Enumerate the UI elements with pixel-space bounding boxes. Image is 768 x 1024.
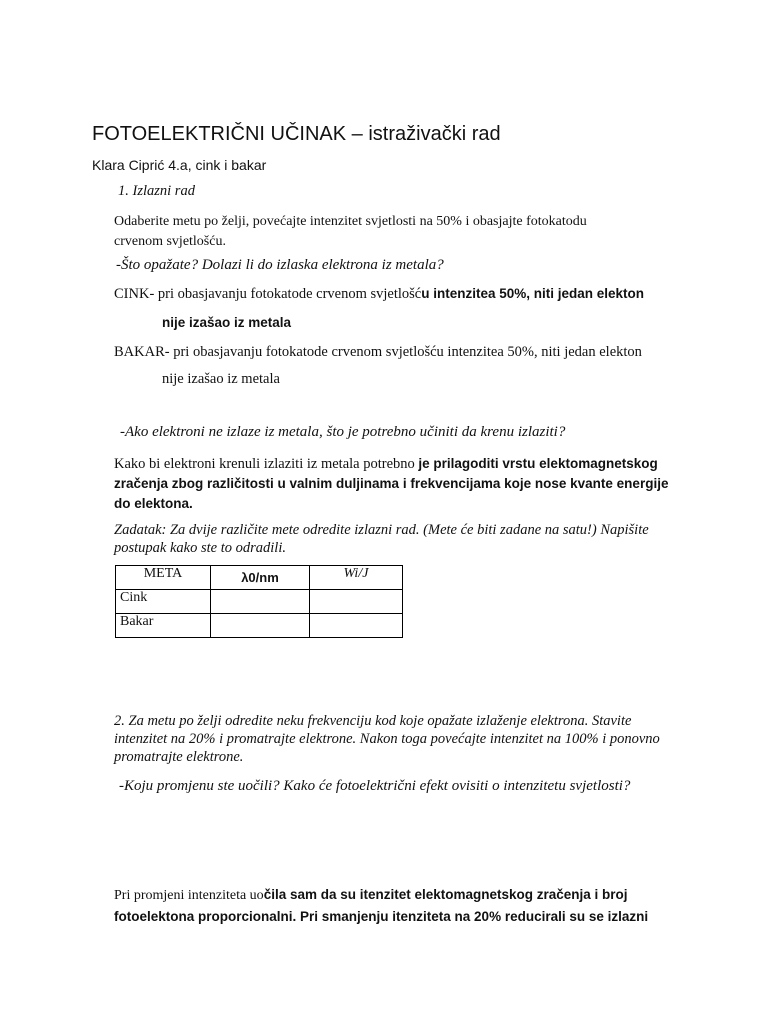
instruction-line-1: Odaberite metu po želji, povećajte intenzitet svjetlosti na 50% i obasjajte fotokatodu xyxy=(114,214,587,229)
final-answer-line-1 xyxy=(114,884,648,906)
table-header-meta: META xyxy=(116,566,211,590)
question-2: -Ako elektroni ne izlaze iz metala, što je potrebno učiniti da krenu izlaziti? xyxy=(120,424,566,440)
table-header-wi: Wi/J xyxy=(310,566,403,590)
instruction-paragraph xyxy=(114,212,587,252)
final-answer xyxy=(114,884,648,927)
bakar-answer-line-2: nije izašao iz metala xyxy=(162,371,280,387)
final-answer-serif: Pri promjeni intenziteta uo xyxy=(114,888,264,903)
section-1-heading: 1. Izlazni rad xyxy=(118,183,195,199)
results-table xyxy=(115,565,403,638)
table-cell: Bakar xyxy=(116,614,211,638)
table-row xyxy=(116,614,403,638)
table-cell xyxy=(211,590,310,614)
table-cell xyxy=(310,614,403,638)
answer-paragraph xyxy=(114,454,684,514)
table-cell xyxy=(211,614,310,638)
page-title: FOTOELEKTRIČNI UČINAK – istraživački rad xyxy=(92,123,501,145)
cink-answer-line-2: nije izašao iz metala xyxy=(162,315,292,330)
final-answer-bold: čila sam da su itenzitet elektomagnetskog zračenja i broj xyxy=(263,887,628,902)
table-header-lambda: λ0/nm xyxy=(211,566,310,590)
table-cell xyxy=(310,590,403,614)
final-answer-line-2: fotoelektona proporcionalni. Pri smanjenju itenziteta na 20% reducirali su se izlazni xyxy=(114,909,649,924)
table-row xyxy=(116,590,403,614)
section-2-paragraph: 2. Za metu po želji odredite neku frekvenciju kod koje opažate izlaženje elektrona. Stavite intenzitet na 20% i promatrajte elektrone. Nakon toga povećajte intenzitet na 100% i ponovno promatrajte elektrone. xyxy=(114,713,660,765)
table-cell: Cink xyxy=(116,590,211,614)
table-header-row xyxy=(116,566,403,590)
bakar-answer-line-1: BAKAR- pri obasjavanju fotokatode crvenom svjetlošću intenzitea 50%, niti jedan elekton xyxy=(114,344,642,360)
cink-answer-serif: CINK- pri obasjavanju fotokatode crvenom svjetlošć xyxy=(114,286,422,302)
answer-serif: Kako bi elektroni krenuli izlaziti iz metala potrebno xyxy=(114,456,419,472)
question-3: -Koju promjenu ste uočili? Kako će fotoelektrični efekt ovisiti o intenzitetu svjetlosti? xyxy=(119,778,631,794)
cink-answer-line-1 xyxy=(114,285,644,303)
cink-answer-bold: u intenzitea 50%, niti jedan elekton xyxy=(421,286,645,301)
author-line: Klara Ciprić 4.a, cink i bakar xyxy=(92,157,267,173)
task-paragraph: Zadatak: Za dvije različite mete odredite izlazni rad. (Mete će biti zadane na satu!) Napišite postupak kako ste to odradili. xyxy=(114,522,649,556)
question-1: -Što opažate? Dolazi li do izlaska elektrona iz metala? xyxy=(116,257,444,273)
answer-bold: je prilagoditi vrstu elektomagnetskog zračenja zbog različitosti u valnim duljinama i frekvencijama koje nose kvante energije do elektona. xyxy=(114,456,669,511)
instruction-line-2: crvenom svjetlošću. xyxy=(114,234,226,249)
